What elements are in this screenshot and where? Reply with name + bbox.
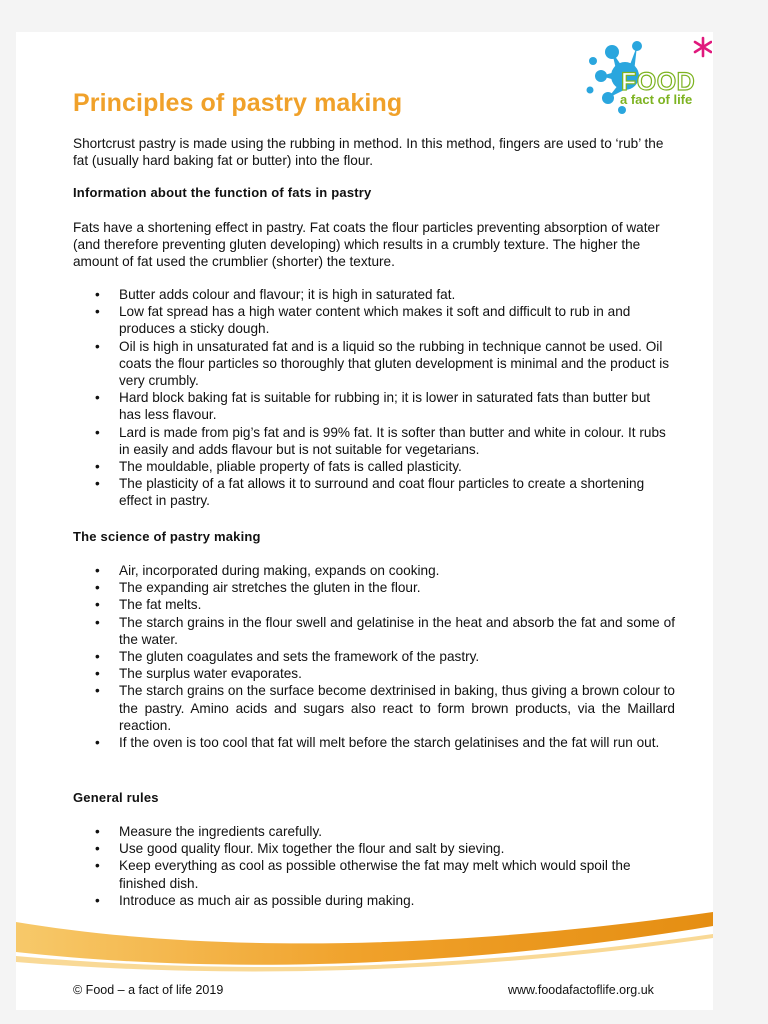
- bullet-icon: •: [95, 649, 100, 665]
- bullet-icon: •: [95, 390, 100, 406]
- list-item: • Low fat spread has a high water content which makes it soft and difficult to rub in and produces a sticky dough.: [95, 304, 631, 337]
- list-item: • The plasticity of a fat allows it to surround and coat flour particles to create a shortening effect in pastry.: [95, 476, 645, 509]
- list-item: • The gluten coagulates and sets the framework of the pastry.: [95, 649, 480, 665]
- list-item: • Butter adds colour and flavour; it is high in saturated fat.: [95, 287, 456, 302]
- bullet-icon: •: [95, 683, 100, 699]
- rules-bullet-list: [73, 823, 675, 909]
- footer-url[interactable]: www.foodafactoflife.org.uk: [508, 983, 654, 997]
- bullet-icon: •: [95, 824, 100, 839]
- list-item: • Keep everything as cool as possible otherwise the fat may melt which would spoil the finished dish.: [95, 858, 631, 891]
- bullet-icon: •: [95, 304, 100, 320]
- bullet-icon: •: [95, 597, 100, 613]
- list-item: • Hard block baking fat is suitable for rubbing in; it is lower in saturated fats than butter but has less flavour.: [95, 390, 651, 423]
- bullet-icon: •: [95, 892, 100, 908]
- intro-paragraph: Shortcrust pastry is made using the rubbing in method. In this method, fingers are used to ‘rub’ the fat (usually hard baking fat or butter) into the flour.: [73, 136, 664, 169]
- list-item: • Air, incorporated during making, expands on cooking.: [95, 563, 440, 578]
- bullet-icon: •: [95, 338, 100, 354]
- bullet-icon: •: [95, 424, 100, 440]
- bullet-icon: •: [95, 666, 100, 682]
- list-item: • The starch grains on the surface become dextrinised in baking, thus giving a brown colour to the pastry. Amino acids and sugars also react to form brown products, via the Maillard reaction.: [95, 683, 675, 733]
- logo-tagline: a fact of life: [620, 92, 693, 107]
- asterisk-icon: [695, 38, 711, 56]
- science-bullet-list: [73, 562, 675, 751]
- footer-copyright: © Food – a fact of life 2019: [73, 983, 224, 997]
- fats-heading: Information about the function of fats in pastry: [73, 185, 372, 200]
- list-item: • The expanding air stretches the gluten in the flour.: [95, 580, 421, 596]
- page-title: Principles of pastry making: [73, 89, 403, 117]
- list-item: • The starch grains in the flour swell and gelatinise in the heat and absorb the fat and some of the water.: [95, 614, 675, 647]
- list-item: • If the oven is too cool that fat will melt before the starch gelatinises and the fat will run out.: [95, 735, 660, 751]
- list-item: • The fat melts.: [95, 597, 202, 613]
- fats-paragraph: Fats have a shortening effect in pastry. Fat coats the flour particles preventing absorption of water (and therefore preventing gluten developing) which results in a crumbly texture. The higher the amount of fat used the crumblier (shorter) the texture.: [73, 220, 660, 270]
- list-item: • Measure the ingredients carefully.: [95, 824, 323, 839]
- list-item: • Introduce as much air as possible during making.: [95, 892, 415, 908]
- decorative-wave: [16, 912, 713, 972]
- bullet-icon: •: [95, 614, 100, 630]
- list-item: • Oil is high in unsaturated fat and is a liquid so the rubbing in technique cannot be used. Oil coats the flour particles so thoroughly that gluten development is minimal and the product is very crumbly.: [95, 338, 670, 389]
- bullet-icon: •: [95, 476, 100, 492]
- list-item: • Use good quality flour. Mix together the flour and salt by sieving.: [95, 841, 505, 857]
- list-item: • The mouldable, pliable property of fats is called plasticity.: [95, 459, 462, 475]
- list-item: • Lard is made from pig’s fat and is 99% fat. It is softer than butter and white in colour. It rubs in easily and adds flavour but is not suitable for vegetarians.: [95, 424, 666, 457]
- bullet-icon: •: [95, 841, 100, 857]
- bullet-icon: •: [95, 459, 100, 475]
- bullet-icon: •: [95, 563, 100, 578]
- list-item: • The surplus water evaporates.: [95, 666, 302, 682]
- rules-heading: General rules: [73, 790, 159, 805]
- bullet-icon: •: [95, 287, 100, 302]
- bullet-icon: •: [95, 735, 100, 751]
- logo-word: FOOD: [621, 68, 696, 96]
- science-heading: The science of pastry making: [73, 529, 261, 544]
- document-page: [16, 32, 713, 1010]
- fats-bullet-list: [73, 286, 675, 510]
- bullet-icon: •: [95, 858, 100, 874]
- bullet-icon: •: [95, 580, 100, 596]
